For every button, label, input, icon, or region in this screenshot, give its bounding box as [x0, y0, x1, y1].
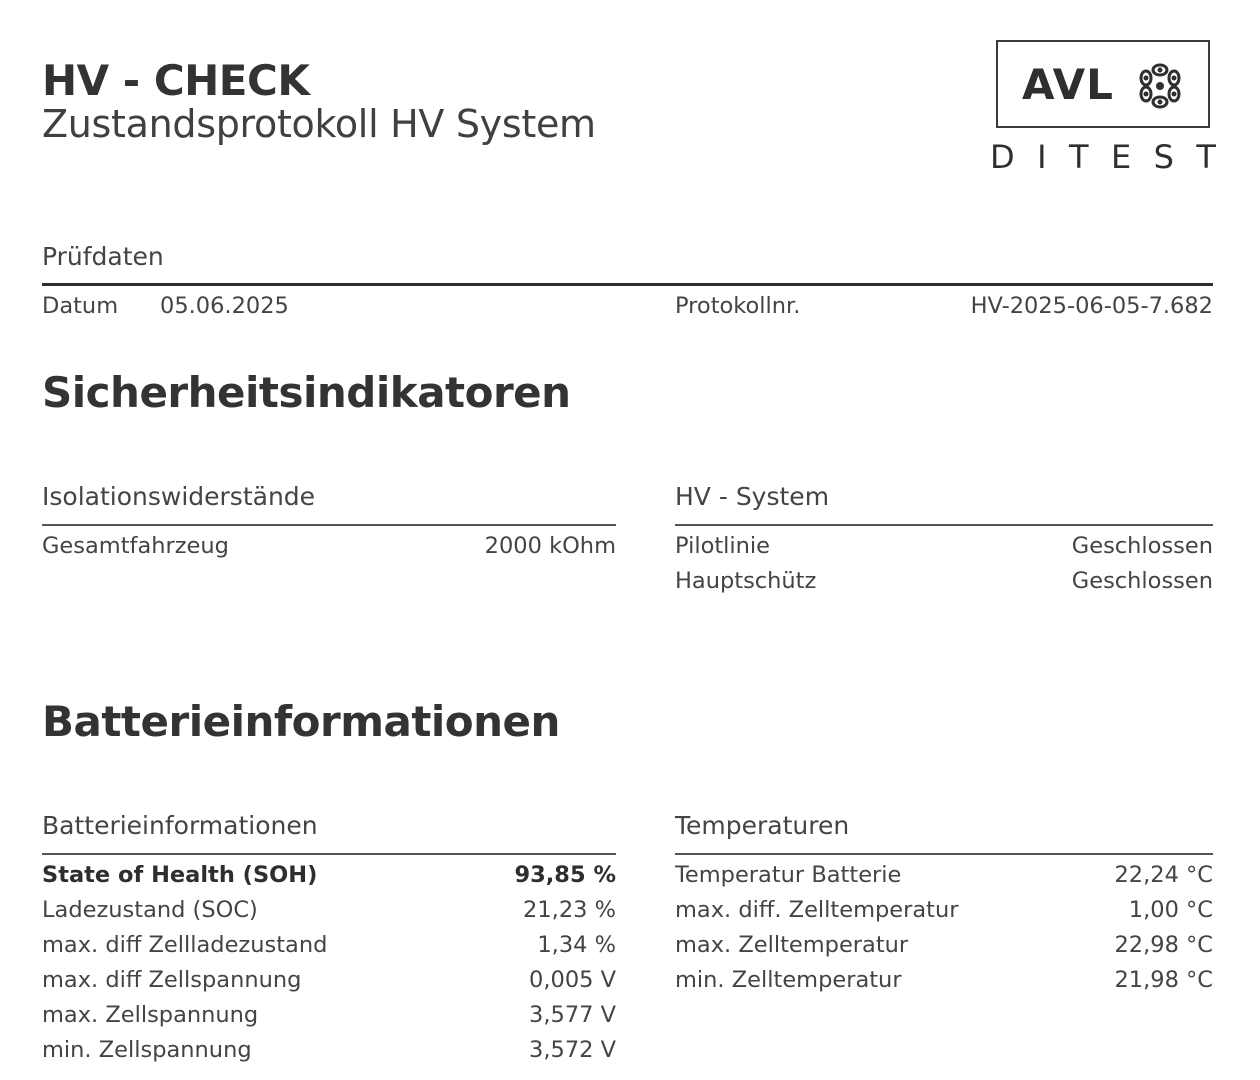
date-value: 05.06.2025 — [160, 293, 289, 319]
row-label: min. Zellspannung — [42, 1037, 252, 1063]
avl-logo — [996, 40, 1210, 128]
battery-info-divider — [42, 853, 616, 855]
row-value: 3,572 V — [529, 1037, 616, 1063]
row-value: Geschlossen — [1071, 568, 1213, 594]
logo-letter: I — [1037, 138, 1047, 176]
hv-system-label: HV - System — [675, 482, 830, 511]
row-value: 93,85 % — [514, 862, 616, 888]
avl-flower-icon — [1130, 56, 1190, 116]
logo-letter: T — [1196, 138, 1216, 176]
document-title: HV - CHECK — [42, 56, 310, 105]
battery-heading: Batterieinformationen — [42, 697, 560, 746]
row-value: 1,34 % — [537, 932, 616, 958]
logo-letter: S — [1153, 138, 1174, 176]
table-row — [675, 862, 1213, 888]
row-label: min. Zelltemperatur — [675, 967, 902, 993]
table-row — [675, 533, 1213, 559]
row-value: 22,24 °C — [1114, 862, 1213, 888]
row-value: 3,577 V — [529, 1002, 616, 1028]
table-row — [42, 862, 616, 888]
table-row — [42, 897, 616, 923]
document-subtitle: Zustandsprotokoll HV System — [42, 102, 596, 146]
row-label: Gesamtfahrzeug — [42, 533, 229, 559]
protocol-label: Protokollnr. — [675, 293, 801, 319]
hv-system-divider — [675, 524, 1213, 526]
logo-subtitle — [990, 138, 1216, 176]
row-label: Pilotlinie — [675, 533, 771, 559]
row-label: max. Zellspannung — [42, 1002, 259, 1028]
table-row — [42, 1002, 616, 1028]
row-value: 21,23 % — [523, 897, 616, 923]
row-label: max. Zelltemperatur — [675, 932, 909, 958]
battery-info-label: Batterieinformationen — [42, 811, 318, 840]
logo-letter: D — [990, 138, 1015, 176]
row-value: 22,98 °C — [1114, 932, 1213, 958]
table-row — [675, 967, 1213, 993]
table-row — [42, 967, 616, 993]
table-row — [675, 568, 1213, 594]
row-label: max. diff Zellladezustand — [42, 932, 328, 958]
safety-heading: Sicherheitsindikatoren — [42, 368, 571, 417]
pruefdaten-label: Prüfdaten — [42, 242, 164, 271]
pruefdaten-divider — [42, 283, 1213, 286]
temperatures-divider — [675, 853, 1213, 855]
table-row — [675, 897, 1213, 923]
date-label: Datum — [42, 293, 119, 319]
row-value: Geschlossen — [1071, 533, 1213, 559]
table-row — [42, 533, 616, 559]
isolation-label: Isolationswiderstände — [42, 482, 316, 511]
logo-wordmark: AVL — [1022, 60, 1114, 109]
row-label: State of Health (SOH) — [42, 862, 318, 888]
row-value: 21,98 °C — [1114, 967, 1213, 993]
isolation-divider — [42, 524, 616, 526]
protocol-value: HV-2025-06-05-7.682 — [970, 293, 1213, 319]
row-label: max. diff Zellspannung — [42, 967, 302, 993]
logo-letter: E — [1110, 138, 1132, 176]
row-value: 0,005 V — [529, 967, 616, 993]
row-value: 2000 kOhm — [484, 533, 616, 559]
row-label: Ladezustand (SOC) — [42, 897, 258, 923]
row-label: max. diff. Zelltemperatur — [675, 897, 959, 923]
logo-letter: T — [1068, 138, 1089, 176]
table-row — [42, 1037, 616, 1063]
table-row — [675, 932, 1213, 958]
row-value: 1,00 °C — [1128, 897, 1213, 923]
temperatures-label: Temperaturen — [675, 811, 850, 840]
row-label: Temperatur Batterie — [675, 862, 902, 888]
table-row — [42, 932, 616, 958]
row-label: Hauptschütz — [675, 568, 817, 594]
